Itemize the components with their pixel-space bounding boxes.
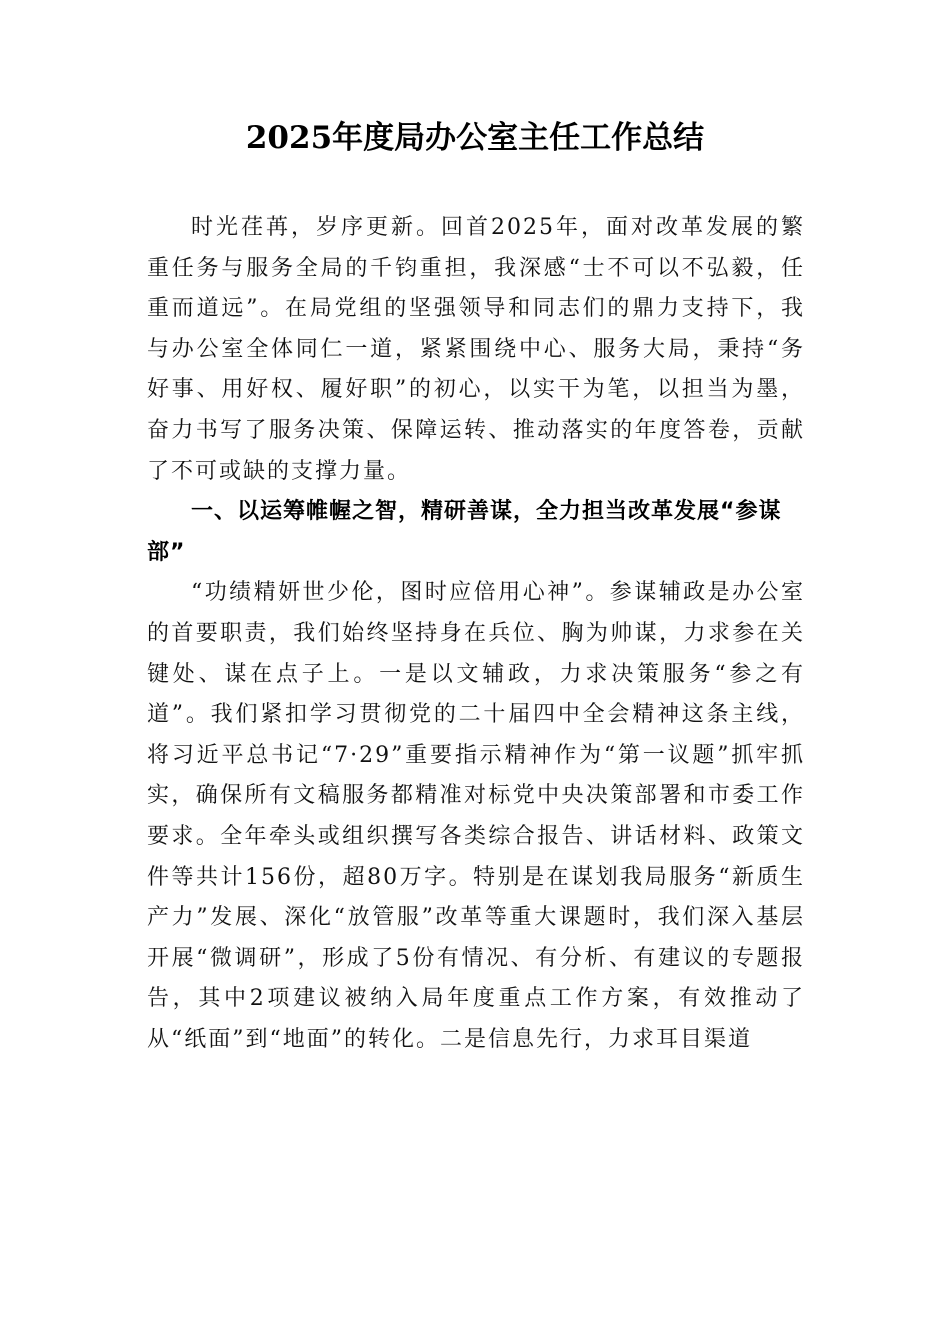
intro-paragraph: 时光荏苒，岁序更新。回首2025年，面对改革发展的繁重任务与服务全局的千钧重担，我深感“士不可以不弘毅，任重而道远”。在局党组的坚强领导和同志们的鼎力支持下，我与办公室全体同仁一道，紧紧围绕中心、服务大局，秉持“务好事、用好权、履好职”的初心，以实干为笔，以担当为墨，奋力书写了服务决策、保障运转、推动落实的年度答卷，贡献了不可或缺的支撑力量。 [147, 215, 805, 484]
document-title: 2025年度局办公室主任工作总结 [245, 120, 705, 156]
document-body [147, 208, 805, 1060]
section-heading: 一、以运筹帷幄之智，精研善谋，全力担当改革发展“参谋部” [147, 499, 782, 565]
section-paragraph: “功绩精妍世少伦，图时应倍用心神”。参谋辅政是办公室的首要职责，我们始终坚持身在兵位、胸为帅谋，力求参在关键处、谋在点子上。一是以文辅政，力求决策服务“参之有道”。我们紧扣学习贯彻党的二十届四中全会精神这条主线，将习近平总书记“7·29”重要指示精神作为“第一议题”抓牢抓实，确保所有文稿服务都精准对标党中央决策部署和市委工作要求。全年牵头或组织撰写各类综合报告、讲话材料、政策文件等共计156份，超80万字。特别是在谋划我局服务“新质生产力”发展、深化“放管服”改革等重大课题时，我们深入基层开展“微调研”，形成了5份有情况、有分析、有建议的专题报告，其中2项建议被纳入局年度重点工作方案，有效推动了从“纸面”到“地面”的转化。二是信息先行，力求耳目渠道 [147, 580, 805, 1052]
